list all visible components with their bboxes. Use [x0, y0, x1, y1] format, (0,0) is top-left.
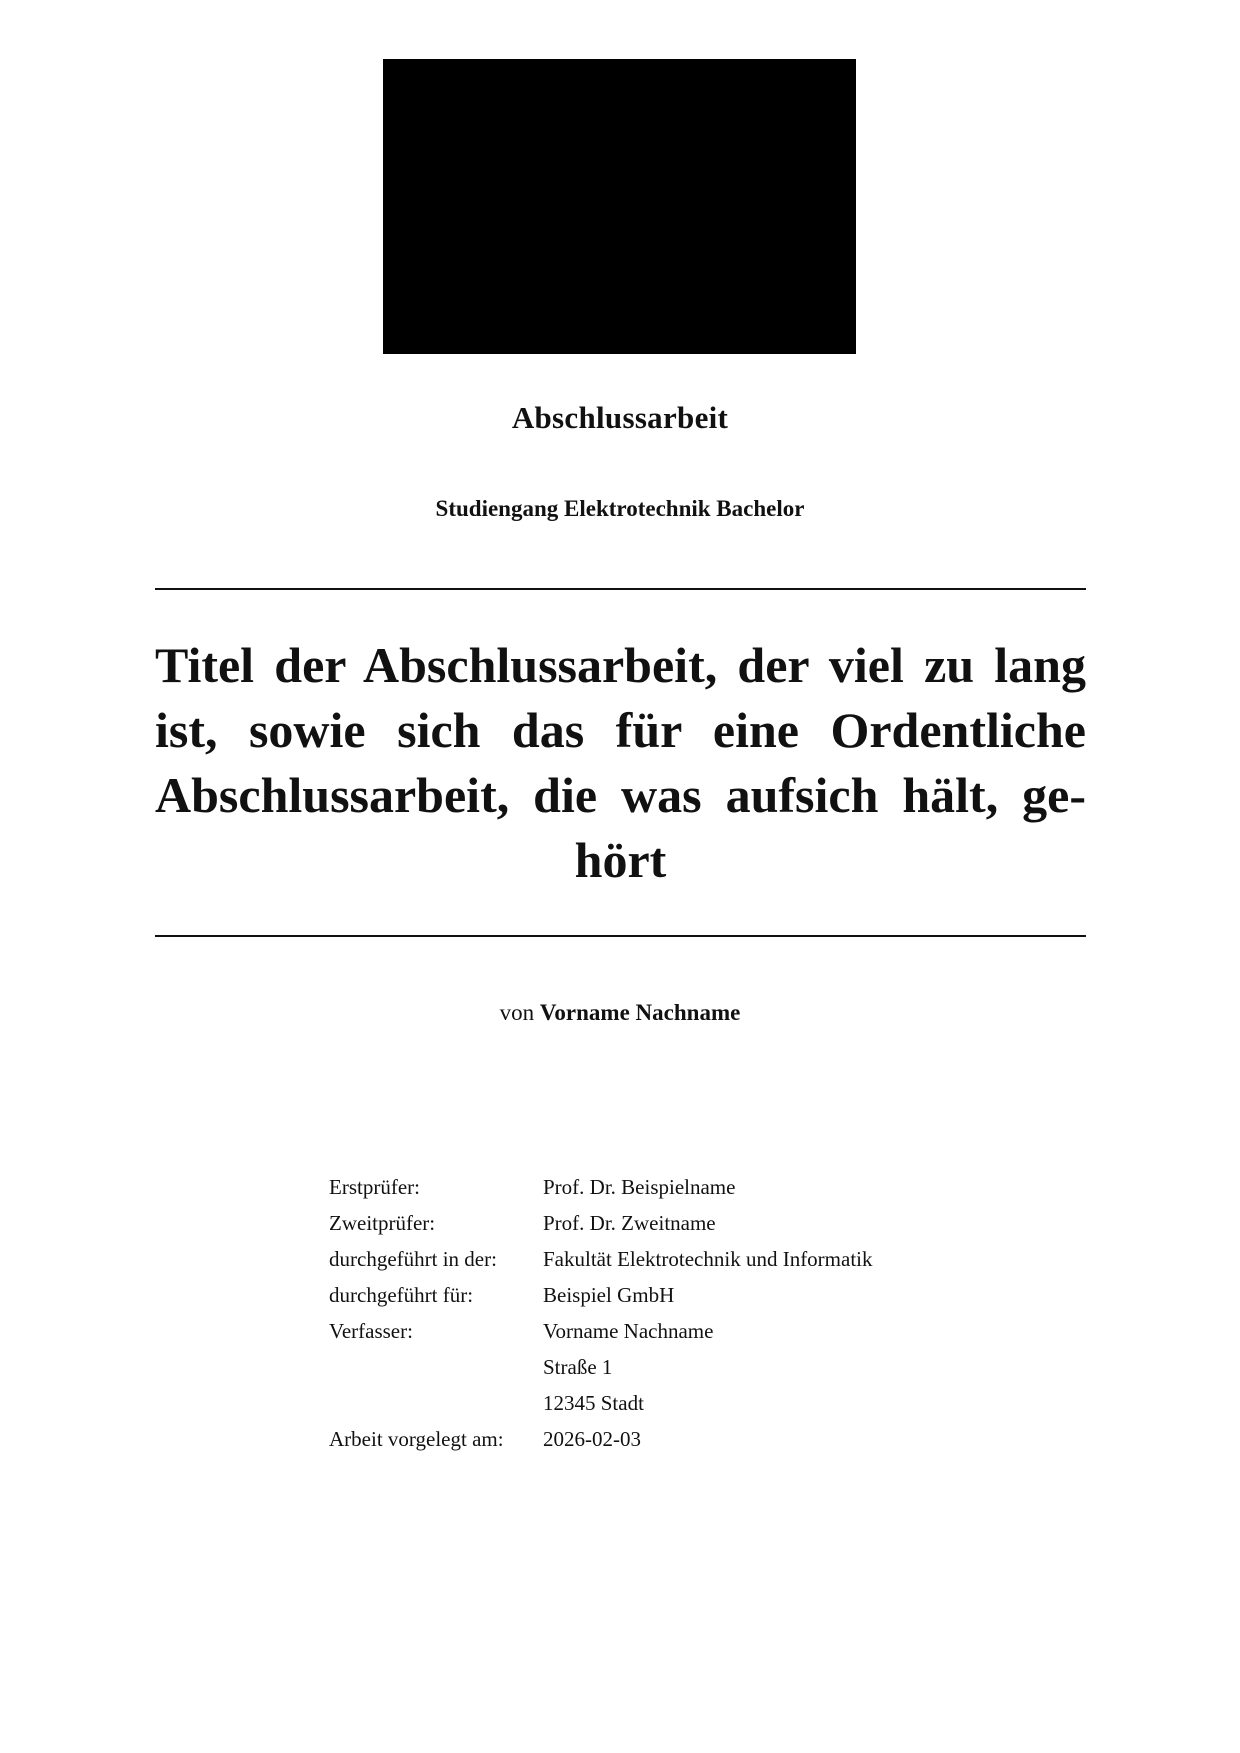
info-label: durchgeführt für: [329, 1282, 474, 1307]
info-value: Straße 1 [543, 1354, 613, 1379]
author-name: Vorname Nachname [539, 1000, 741, 1025]
info-value: 12345 Stadt [543, 1390, 644, 1415]
info-value: Vorname Nachname [543, 1318, 714, 1343]
info-row [329, 1421, 873, 1457]
bottom-divider [155, 935, 1086, 937]
logo-placeholder [383, 59, 856, 354]
info-value: Prof. Dr. Beispielname [543, 1174, 736, 1199]
info-row [329, 1385, 873, 1421]
study-program: Studiengang Elektrotechnik Bachelor [435, 496, 805, 521]
info-row [329, 1241, 873, 1277]
info-row [329, 1349, 873, 1385]
info-value: Prof. Dr. Zweitname [543, 1210, 716, 1235]
author-prefix: von [499, 1000, 535, 1025]
info-value: 2026-02-03 [543, 1426, 641, 1451]
info-label: Zweitprüfer: [329, 1210, 436, 1235]
info-value: Fakultät Elektrotechnik und Informatik [543, 1246, 873, 1271]
top-divider [155, 588, 1086, 590]
info-row [329, 1205, 873, 1241]
info-label: Erstprüfer: [329, 1174, 420, 1199]
document-type-heading: Abschlussarbeit [511, 400, 729, 435]
info-row [329, 1169, 873, 1205]
info-label: Verfasser: [329, 1318, 413, 1343]
info-label [329, 1385, 543, 1421]
info-label: durchgeführt in der: [329, 1246, 497, 1271]
author-line [0, 1000, 1240, 1026]
info-value: Beispiel GmbH [543, 1282, 675, 1307]
info-label: Arbeit vorgelegt am: [329, 1426, 504, 1451]
thesis-info-table [329, 1169, 873, 1457]
info-row [329, 1277, 873, 1313]
info-row [329, 1313, 873, 1349]
thesis-title: Titel der Abschlussarbeit, der viel zu lang ist, sowie sich das für eine Ordentliche Abschlussarbeit, die was aufsich hält, gehört [155, 637, 1086, 888]
info-label [329, 1349, 543, 1385]
